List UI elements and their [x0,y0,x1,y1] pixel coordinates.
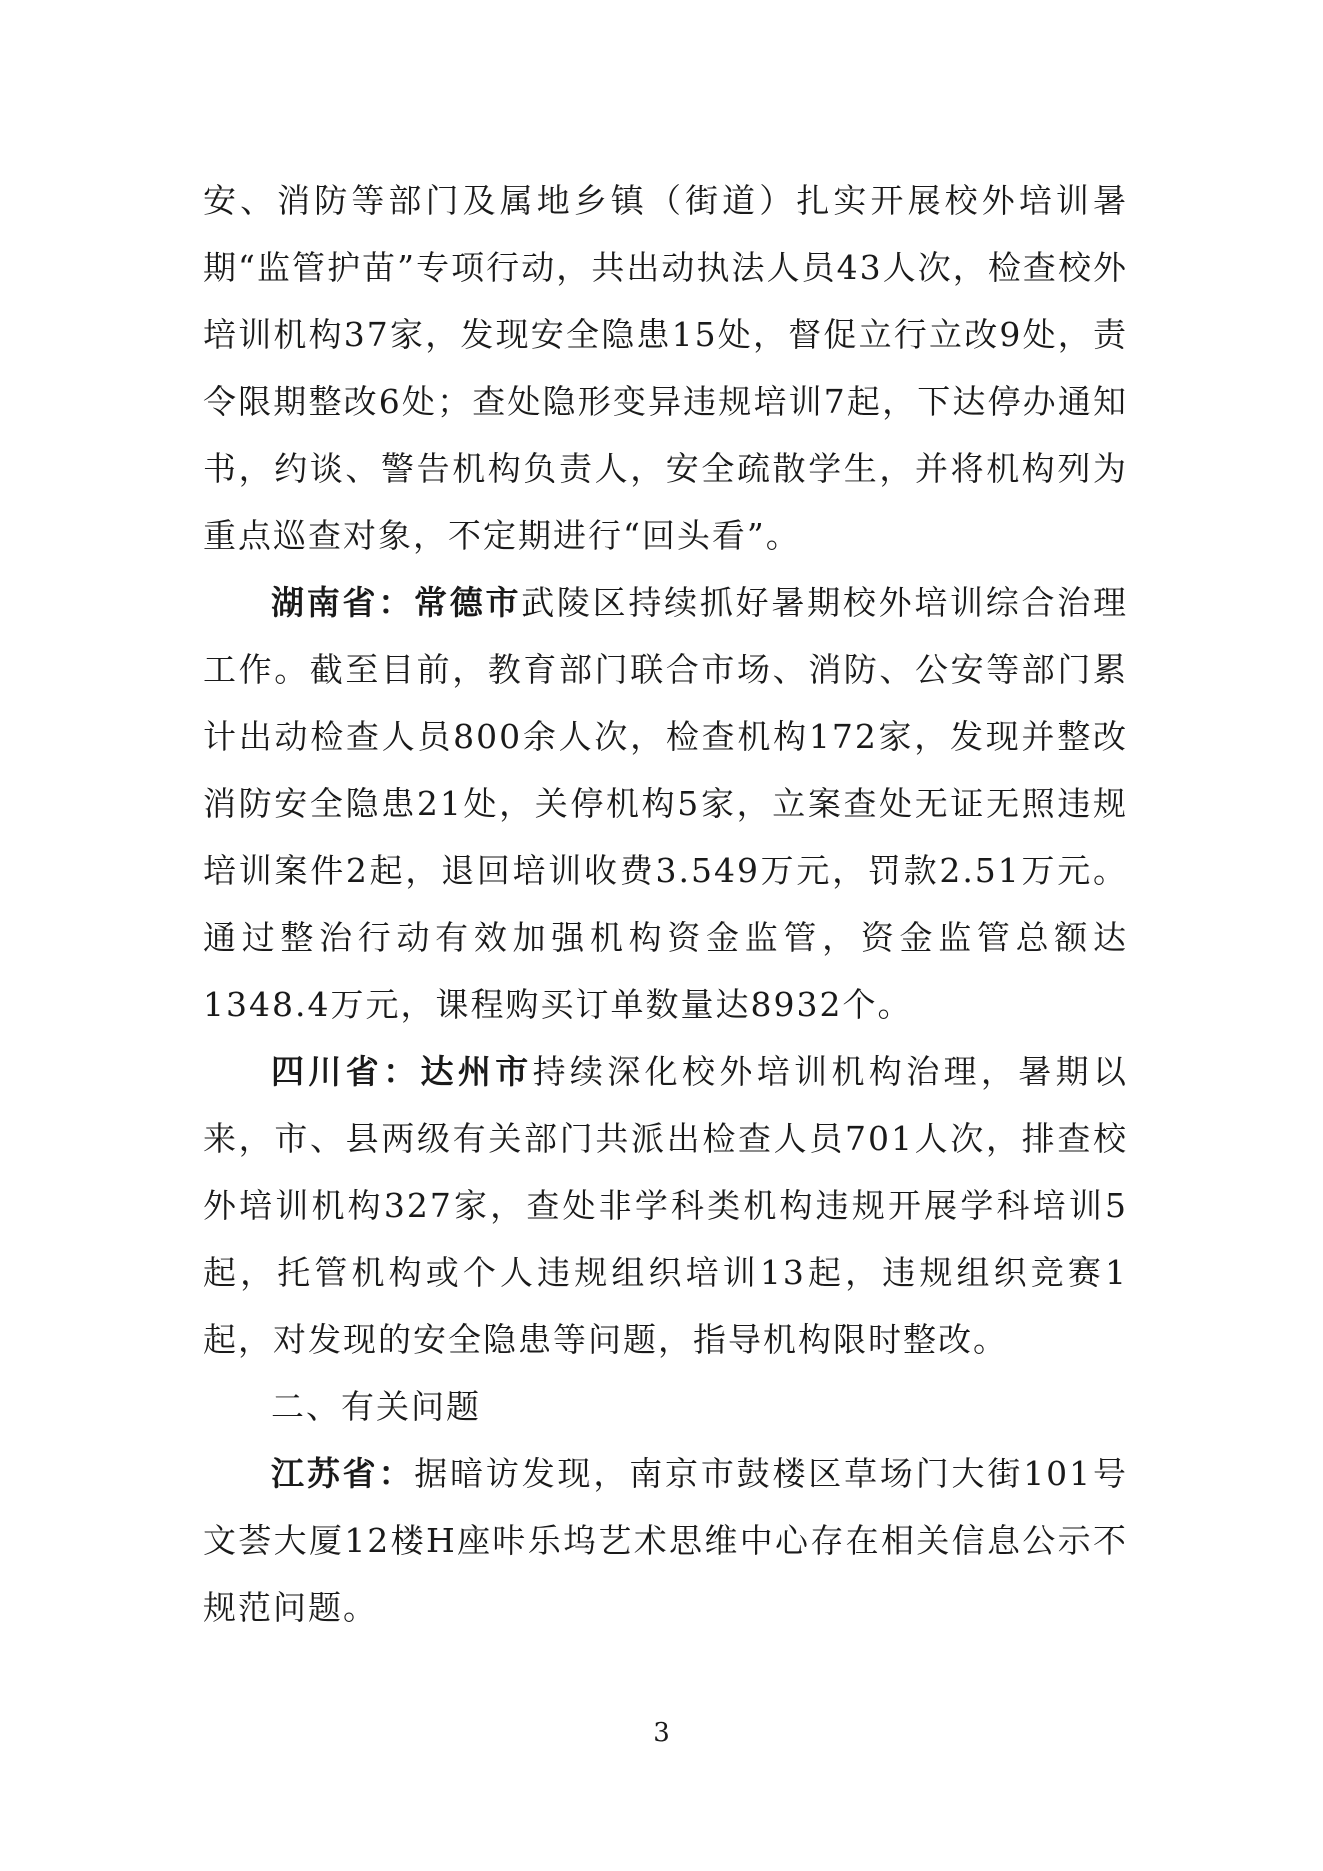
region-label-sichuan: 四川省： [271,1052,421,1091]
page-number: 3 [653,1718,670,1748]
region-label-jiangsu: 江苏省： [271,1454,415,1493]
paragraph-text: 持续深化校外培训机构治理，暑期以来，市、县两级有关部门共派出检查人员701人次，排查校外培训机构327家，查处非学科类机构违规开展学科培训5起，托管机构或个人违规组织培训13起，违规组织竞赛1起，对发现的安全隐患等问题，指导机构限时整改。 [203,1052,1129,1359]
document-body [203,167,1128,1641]
paragraph-continuation [203,167,1128,569]
region-label-hunan: 湖南省： [271,583,414,622]
paragraph-text: 武陵区持续抓好暑期校外培训综合治理工作。截至目前，教育部门联合市场、消防、公安等部门累计出动检查人员800余人次，检查机构172家，发现并整改消防安全隐患21处，关停机构5家，立案查处无证无照违规培训案件2起，退回培训收费3.549万元，罚款2.51万元。通过整治行动有效加强机构资金监管，资金监管总额达1348.4万元，课程购买订单数量达8932个。 [203,583,1129,1024]
paragraph-text: 据暗访发现，南京市鼓楼区草场门大街101号文荟大厦12楼H座咔乐坞艺术思维中心存在相关信息公示不规范问题。 [203,1454,1128,1627]
city-label-dazhou: 达州市 [420,1052,533,1091]
city-label-changde: 常德市 [413,583,522,622]
paragraph-jiangsu [203,1440,1128,1641]
paragraph-hunan [203,569,1128,1038]
paragraph-text: 安、消防等部门及属地乡镇（街道）扎实开展校外培训暑期“监管护苗”专项行动，共出动执法人员43人次，检查校外培训机构37家，发现安全隐患15处，督促立行立改9处，责令限期整改6处；查处隐形变异违规培训7起，下达停办通知书，约谈、警告机构负责人，安全疏散学生，并将机构列为重点巡查对象，不定期进行“回头看”。 [203,181,1128,555]
paragraph-sichuan [203,1038,1128,1373]
section-heading: 二、有关问题 [271,1387,481,1426]
